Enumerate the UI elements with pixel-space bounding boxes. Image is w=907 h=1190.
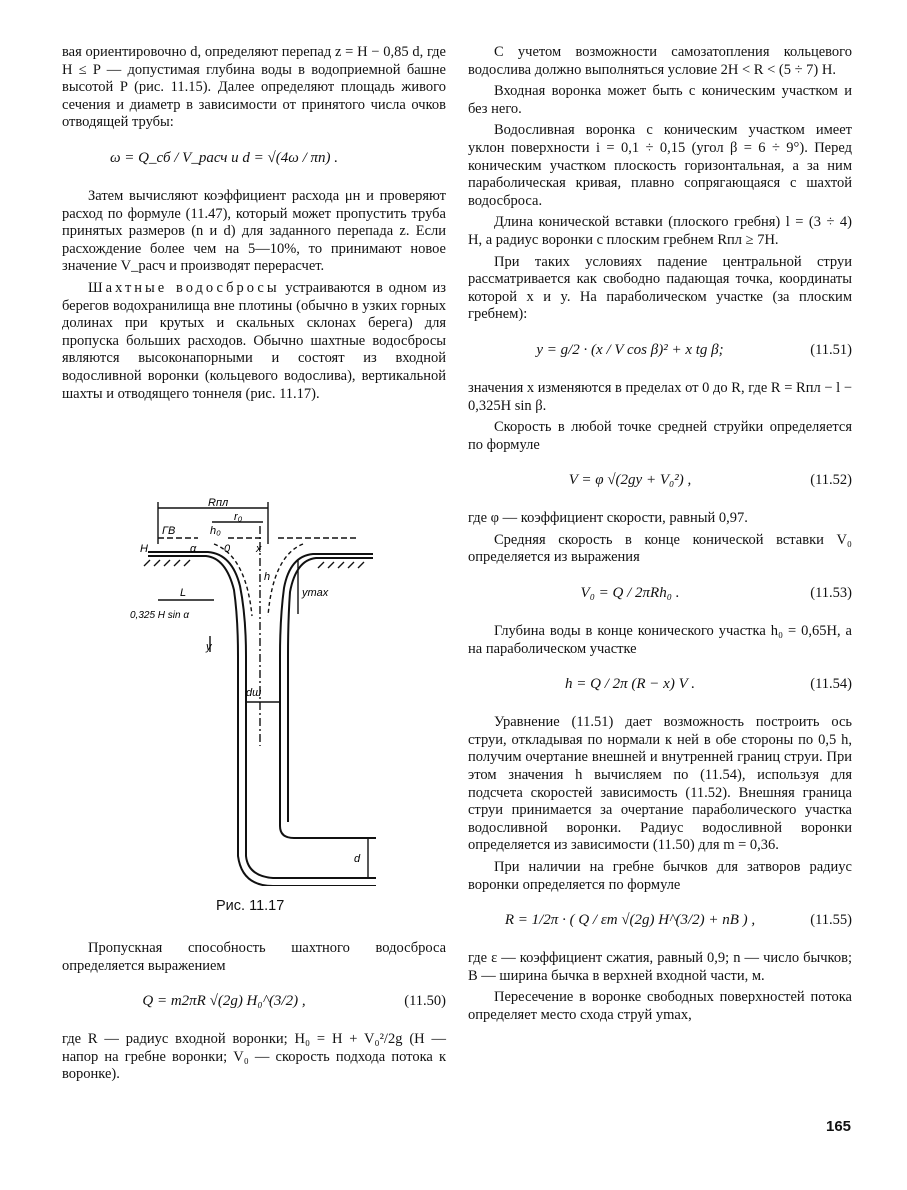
paragraph: Средняя скорость в конце конической вставки V₀ определяется из выражения	[468, 531, 852, 566]
paragraph: где ε — коэффициент сжатия, равный 0,9; n — число бычков; B — ширина бычка в верхней входной части, м.	[468, 950, 852, 984]
paragraph: Входная воронка может быть с коническим участком и без него.	[468, 83, 852, 117]
equation-text: V = φ √(2gy + V₀²) ,	[568, 472, 692, 489]
paragraph: Пересечение в воронке свободных поверхностей потока определяет место схода струй ymax,	[468, 989, 852, 1023]
figure-caption: Рис. 11.17	[216, 898, 285, 914]
label-d-shaft: dш	[246, 687, 262, 699]
paragraph: При наличии на гребне бычков для затворов радиус воронки определяется по формуле	[468, 859, 852, 893]
paragraph: При таких условиях падение центральной струи рассматривается как свободно падающая точка, координаты которой x и y. На параболическом участке (за плоским гребнем):	[468, 253, 852, 323]
paragraph: Скорость в любой точке средней струйки определяется по формуле	[468, 419, 852, 453]
label-gv: ГВ	[162, 525, 176, 537]
equation-text: Q = m2πR √(2g) H₀^(3/2) ,	[142, 993, 306, 1010]
paragraph: Длина конической вставки (плоского гребня) l = (3 ÷ 4) H, а радиус воронки с плоским гребнем Rпл ≥ 7H.	[468, 214, 852, 248]
equation	[468, 462, 852, 502]
equation	[468, 666, 852, 706]
equation	[62, 983, 446, 1023]
paragraph: Глубина воды в конце конического участка h₀ = 0,65H, а на параболическом участке	[468, 623, 852, 657]
paragraph: значения x изменяются в пределах от 0 до R, где R = Rпл − l − 0,325H sin β.	[468, 379, 852, 414]
equation-number: (11.54)	[810, 676, 852, 693]
equation-number: (11.50)	[404, 993, 446, 1010]
equation-number: (11.51)	[810, 341, 852, 358]
equation	[468, 332, 852, 372]
paragraph: где φ — коэффициент скорости, равный 0,97.	[468, 510, 748, 527]
label-alpha: α	[190, 543, 197, 555]
label-h: h	[264, 571, 271, 583]
paragraph	[62, 280, 446, 403]
equation	[468, 902, 852, 942]
equation-number: (11.53)	[810, 585, 852, 602]
spaced-term: Шахтные водосбросы	[88, 279, 280, 296]
label-ymax: ymax	[302, 587, 329, 599]
paragraph-text: устраиваются в одном из берегов водохранилища вне плотины (обычно в узких горных долинах при крутых и скальных склонах берега) для пропуска больших расходов. Обычно шахтные водосбросы являются высоконапорными и состоят из входной водосливной воронки (кольцевого водослива), вертикальной шахты и отводящего тоннеля (рис. 11.17).	[62, 279, 447, 402]
equation-text: h = Q / 2π (R − x) V .	[565, 676, 695, 693]
paragraph: где R — радиус входной воронки; H₀ = H + V₀²/2g (H — напор на гребне воронки; V₀ — скорость подхода потока к воронке).	[62, 1031, 446, 1083]
page-number: 165	[826, 1118, 852, 1135]
label-origin: 0	[224, 543, 231, 555]
paragraph: Затем вычисляют коэффициент расхода μн и проверяют расход по формуле (11.47), который может пропустить труба принятых размеров (n и d) для заданного перепада z. Если расхождение более чем на 5—10%, то принимают новое значение V_расч и производят перерасчет.	[62, 187, 446, 275]
paragraph: Водосливная воронка с коническим участком имеет уклон поверхности i = 0,1 ÷ 0,15 (угол β = 6 ÷ 9°). Перед коническим участком плоскость горизонтальная, а за ним параболическая кривая, плавно сопрягающаяся с шахтой водосброса.	[468, 122, 852, 209]
equation-text: R = 1/2π · ( Q / εm √(2g) H^(3/2) + nB ) ,	[504, 912, 756, 929]
paragraph: вая ориентировочно d, определяют перепад z = H − 0,85 d, где H ≤ P — допустимая глубина воды в водоприемной башне высотой P (рис. 11.15). Далее определяют площадь живого сечения и диаметр в зависимости от принятого числа очков отводящей трубы:	[62, 44, 446, 131]
equation-text: y = g/2 · (x / V cos β)² + x tg β;	[536, 341, 724, 358]
label-x: x	[256, 543, 262, 555]
label-r0: r₀	[234, 511, 243, 523]
equation-text: ω = Q_сб / V_расч и d = √(4ω / πn) .	[109, 149, 339, 166]
paragraph: Уравнение (11.51) дает возможность построить ось струи, откладывая по нормали к ней в обе стороны по 0,5 h, получим очертание внешней и внутренней границ струи. При этом значения h вычисляем по (11.54), используя для подсчета скоростей зависимость (11.52). Внешняя граница струи принимается за очертание параболического участка водосливной воронки. Радиус водосливной воронки определяется из зависимости (11.50) для m = 0,36.	[468, 714, 852, 854]
left-column-bottom	[62, 940, 446, 1084]
label-r-pl: Rпл	[208, 497, 229, 509]
label-l: L	[180, 587, 187, 599]
paragraph: Пропускная способность шахтного водосброса определяется выражением	[62, 940, 446, 974]
label-h0: h₀	[210, 525, 221, 537]
equation-text: V₀ = Q / 2πRh₀ .	[580, 585, 680, 602]
label-d: d	[354, 853, 361, 865]
equation-number: (11.55)	[810, 912, 852, 929]
shaft-spillway-figure	[128, 496, 390, 886]
left-column	[62, 44, 446, 403]
right-column	[468, 44, 852, 1025]
label-offset: 0,325 H sin α	[130, 610, 190, 621]
label-h-head: H	[140, 543, 148, 555]
equation	[62, 140, 446, 180]
equation-number: (11.52)	[810, 472, 852, 489]
paragraph: С учетом возможности самозатопления кольцевого водослива должно выполняться условие 2H < R < (5 ÷ 7) H.	[468, 44, 852, 78]
label-y: y	[206, 641, 212, 653]
equation	[468, 575, 852, 615]
